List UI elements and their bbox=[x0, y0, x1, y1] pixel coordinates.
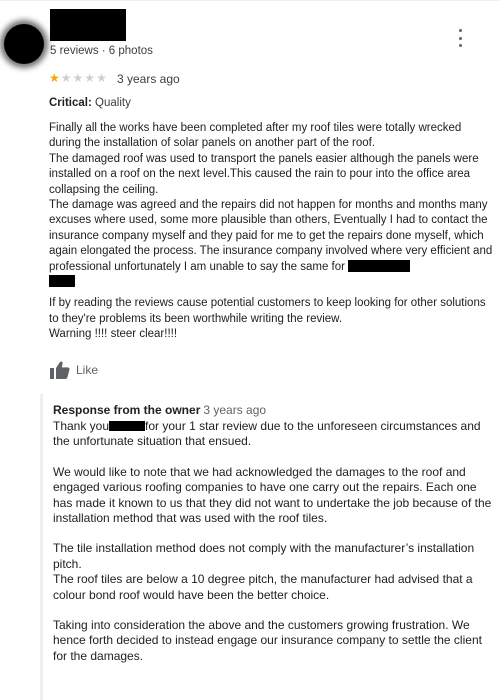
reviewer-stats[interactable]: 5 reviews · 6 photos bbox=[50, 45, 153, 57]
owner-response-date: 3 years ago bbox=[203, 403, 267, 417]
review-text bbox=[49, 121, 494, 343]
critical-label: Critical: bbox=[49, 97, 92, 109]
response-paragraph: The tile installation method does not comply with the manufacturer’s installation pitch. bbox=[53, 541, 475, 571]
owner-response-header bbox=[53, 403, 496, 418]
avatar[interactable] bbox=[4, 24, 44, 64]
review-paragraph: If by reading the reviews cause potential customers to keep looking for other solutions to they're problems its been worthwhile writing the review. bbox=[49, 297, 486, 325]
response-paragraph: Taking into consideration the above and the customers growing frustration. We hence forth decided to instead engage our insurance company to settle the client for the damages. bbox=[53, 618, 482, 663]
critical-value: Quality bbox=[95, 97, 131, 109]
response-paragraph: The roof tiles are below a 10 degree pitch, the manufacturer had advised that a colour bond roof would have been the better choice. bbox=[53, 572, 473, 602]
response-paragraph: We would like to note that we had acknowledged the damages to the roof and engaged various roofing companies to have one carry out the repairs. Each one has made it known to us that they did not want to undertake the job because of the installation method that was used with the roof tiles. bbox=[53, 464, 492, 526]
star-filled-icon: ★ bbox=[49, 71, 61, 85]
critical-attribute bbox=[49, 97, 131, 109]
more-options-icon[interactable] bbox=[454, 29, 466, 47]
review-paragraph: Warning !!!! steer clear!!!! bbox=[49, 328, 178, 341]
review-paragraph: Finally all the works have been completed after my roof tiles were totally wrecked during the installation of solar panels on another part of the roof. bbox=[49, 122, 462, 150]
redacted-business-name bbox=[49, 275, 75, 287]
thumbs-up-icon bbox=[50, 361, 70, 379]
star-rating bbox=[49, 71, 108, 85]
review-paragraph bbox=[49, 198, 494, 290]
review-date: 3 years ago bbox=[117, 72, 180, 86]
response-paragraph-text: for your 1 star review due to the unforeseen circumstances and the unfortunate situation that ensued. bbox=[53, 419, 481, 449]
star-empty-icon: ★ bbox=[60, 71, 73, 85]
star-empty-icon: ★ bbox=[72, 71, 85, 85]
owner-response bbox=[40, 394, 496, 700]
redacted-customer-name bbox=[109, 421, 145, 431]
like-button[interactable] bbox=[50, 361, 98, 379]
reviewer-name-redacted[interactable] bbox=[50, 9, 126, 41]
redacted-business-name bbox=[348, 260, 410, 272]
owner-response-heading: Response from the owner bbox=[53, 403, 201, 417]
star-empty-icon: ★ bbox=[84, 71, 97, 85]
owner-response-text bbox=[53, 419, 498, 664]
response-paragraph-text: Thank you bbox=[53, 419, 110, 433]
review-paragraph-text: The damage was agreed and the repairs did not happen for months and months many excuses where used, some more plausible than others, Eventually I had to contact the insurance company myself and they paid for me to get the repairs done myself, which again elongated the process. The insurance company involved where very efficient and professional unfortunately I am unable to say the same for bbox=[49, 199, 493, 273]
review-paragraph: The damaged roof was used to transport the panels easier although the panels were installed on a roof on the next level.This caused the rain to pour into the office area collapsing the ceiling. bbox=[49, 152, 479, 196]
response-paragraph bbox=[53, 419, 498, 450]
like-label: Like bbox=[76, 363, 99, 377]
divider bbox=[0, 0, 500, 1]
star-empty-icon: ★ bbox=[96, 71, 108, 85]
